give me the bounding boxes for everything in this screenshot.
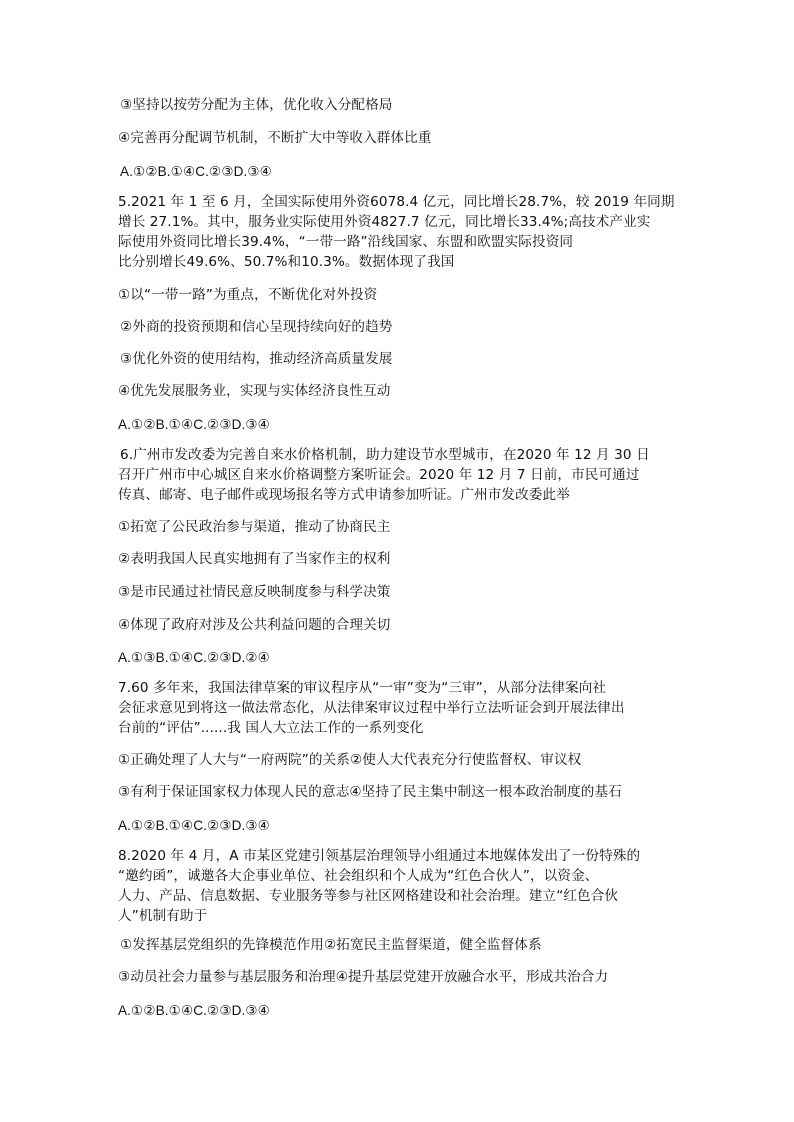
q8-answer-choices: A.①②B.①④C.②③D.③④ bbox=[118, 1003, 270, 1018]
q8-options-row-1: ①发挥基层党组织的先锋模范作用②拓宽民主监督渠道，健全监督体系 bbox=[120, 937, 542, 953]
q6-stem-line-1: 6.广州市发改委为完善自来水价格机制，助力建设节水型城市，在2020 年 12 月 30 日 bbox=[120, 447, 650, 463]
q4-option-4: ④完善再分配调节机制，不断扩大中等收入群体比重 bbox=[118, 130, 432, 146]
q7-stem-line-3: 台前的“评估”......我 国人大立法工作的一系列变化 bbox=[118, 720, 424, 736]
q7-stem-line-2: 会征求意见到将这一做法常态化，从法律案审议过程中举行立法听证会到开展法律出 bbox=[118, 700, 625, 716]
q5-stem-line-1: 5.2021 年 1 至 6 月，全国实际使用外资6078.4 亿元，同比增长28.7%，较 2019 年同期 bbox=[118, 194, 675, 210]
q4-answer-choices: A.①②B.①④C.②③D.③④ bbox=[120, 164, 272, 179]
q5-stem-line-3: 际使用外资同比增长39.4%，“一带一路”沿线国家、东盟和欧盟实际投资同 bbox=[118, 234, 574, 250]
q6-stem-line-2: 召开广州市中心城区自来水价格调整方案听证会。2020 年 12 月 7 日前，市民可通过 bbox=[118, 467, 640, 483]
q6-option-3: ③是市民通过社情民意反映制度参与科学决策 bbox=[118, 584, 391, 600]
q6-option-2: ②表明我国人民真实地拥有了当家作主的权利 bbox=[118, 551, 391, 567]
q5-stem-line-2: 增长 27.1%。其中，服务业实际使用外资4827.7 亿元，同比增长33.4%;高技术产业实 bbox=[118, 214, 651, 230]
q7-stem-line-1: 7.60 多年来，我国法律草案的审议程序从“一审”变为“三审”，从部分法律案向社 bbox=[118, 680, 607, 696]
q7-options-row-2: ③有利于保证国家权力体现人民的意志④坚持了民主集中制这一根本政治制度的基石 bbox=[118, 784, 622, 800]
q8-options-row-2: ③动员社会力量参与基层服务和治理④提升基层党建开放融合水平，形成共治合力 bbox=[118, 969, 609, 985]
q5-option-1: ①以“一带一路”为重点，不断优化对外投资 bbox=[118, 287, 378, 303]
q6-option-1: ①拓宽了公民政治参与渠道，推动了协商民主 bbox=[118, 519, 391, 535]
q6-answer-choices: A.①③B.①④C.②③D.②④ bbox=[118, 650, 270, 665]
q8-stem-line-4: 人”机制有助于 bbox=[118, 908, 208, 924]
q8-stem-line-3: 人力、产品、信息数据、专业服务等参与社区网格建设和社会治理。建立“红色合伙 bbox=[118, 888, 619, 904]
q6-stem-line-3: 传真、邮寄、电子邮件或现场报名等方式申请参加听证。广州市发改委此举 bbox=[118, 487, 570, 503]
q8-stem-line-1: 8.2020 年 4 月，A 市某区党建引领基层治理领导小组通过本地媒体发出了一份特殊的 bbox=[118, 848, 641, 864]
q5-answer-choices: A.①②B.①④C.②③D.③④ bbox=[118, 417, 270, 432]
q5-option-4: ④优先发展服务业，实现与实体经济良性互动 bbox=[118, 383, 391, 399]
q8-stem-line-2: “邀约函”，诚邀各大企事业单位、社会组织和个人成为“红色合伙人”，以资金、 bbox=[118, 868, 599, 884]
q5-option-3: ③优化外资的使用结构，推动经济高质量发展 bbox=[120, 351, 393, 367]
q5-option-2: ②外商的投资预期和信心呈现持续向好的趋势 bbox=[120, 319, 393, 335]
q7-answer-choices: A.①②B.①④C.②③D.③④ bbox=[118, 818, 270, 833]
q4-option-3: ③坚持以按劳分配为主体，优化收入分配格局 bbox=[120, 97, 393, 113]
q6-option-4: ④体现了政府对涉及公共利益问题的合理关切 bbox=[118, 617, 391, 633]
q7-options-row-1: ①正确处理了人大与“一府两院”的关系②使人大代表充分行使监督权、审议权 bbox=[118, 752, 582, 768]
q5-stem-line-4: 比分别增长49.6%、50.7%和10.3%。数据体现了我国 bbox=[118, 254, 455, 270]
